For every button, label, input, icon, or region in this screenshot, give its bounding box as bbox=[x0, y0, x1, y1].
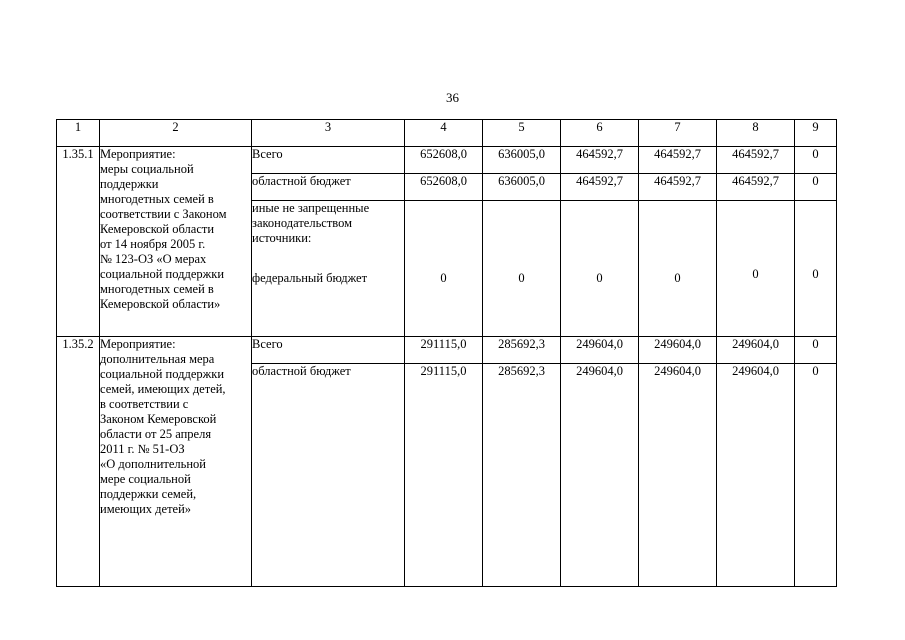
value-cell: 0 bbox=[795, 174, 837, 201]
value-text: 0 bbox=[812, 267, 819, 281]
value-text: 0 bbox=[752, 267, 759, 281]
value-cell: 291115,0 bbox=[405, 364, 483, 587]
description-line: № 123-ОЗ «О мерах bbox=[100, 252, 207, 266]
description-line: социальной поддержки bbox=[100, 367, 225, 381]
value-cell: 249604,0 bbox=[639, 364, 717, 587]
value-text: 0 bbox=[674, 271, 681, 285]
column-header: 9 bbox=[795, 120, 837, 147]
column-header: 1 bbox=[57, 120, 100, 147]
column-header: 6 bbox=[561, 120, 639, 147]
value-cell: 249604,0 bbox=[717, 337, 795, 364]
value-cell bbox=[795, 201, 837, 337]
value-cell bbox=[639, 201, 717, 337]
item-code: 1.35.1 bbox=[57, 147, 100, 337]
value-cell: 249604,0 bbox=[561, 337, 639, 364]
value-cell: 464592,7 bbox=[717, 147, 795, 174]
value-cell: 0 bbox=[795, 337, 837, 364]
description-line: соответствии с Законом bbox=[100, 207, 227, 221]
column-header: 2 bbox=[100, 120, 252, 147]
value-cell: 249604,0 bbox=[561, 364, 639, 587]
budget-table bbox=[56, 119, 837, 587]
value-cell: 285692,3 bbox=[483, 364, 561, 587]
value-text: 0 bbox=[596, 271, 603, 285]
value-cell: 291115,0 bbox=[405, 337, 483, 364]
description-line: многодетных семей в bbox=[100, 192, 214, 206]
value-cell bbox=[405, 201, 483, 337]
table-row bbox=[57, 147, 837, 174]
value-cell: 464592,7 bbox=[717, 174, 795, 201]
description-line: Кемеровской области» bbox=[100, 297, 221, 311]
source-note-line: законодательством bbox=[252, 216, 353, 230]
description-line: от 14 ноября 2005 г. bbox=[100, 237, 206, 251]
column-number-row bbox=[57, 120, 837, 147]
description-line: в соответствии с bbox=[100, 397, 189, 411]
description-line: мере социальной bbox=[100, 472, 191, 486]
value-text: 0 bbox=[518, 271, 525, 285]
description-line: семей, имеющих детей, bbox=[100, 382, 226, 396]
value-cell: 0 bbox=[795, 364, 837, 587]
source-note-line: иные не запрещенные bbox=[252, 201, 370, 215]
description-line: 2011 г. № 51-ОЗ bbox=[100, 442, 185, 456]
description-line: имеющих детей» bbox=[100, 502, 192, 516]
description-line: «О дополнительной bbox=[100, 457, 206, 471]
column-header: 8 bbox=[717, 120, 795, 147]
item-description bbox=[100, 147, 252, 337]
federal-budget-label: федеральный бюджет bbox=[252, 271, 368, 285]
value-cell: 636005,0 bbox=[483, 147, 561, 174]
value-cell: 249604,0 bbox=[639, 337, 717, 364]
funding-source: областной бюджет bbox=[252, 174, 405, 201]
source-note-line: источники: bbox=[252, 231, 312, 245]
description-line: области от 25 апреля bbox=[100, 427, 212, 441]
description-line: Законом Кемеровской bbox=[100, 412, 217, 426]
value-cell: 636005,0 bbox=[483, 174, 561, 201]
column-header: 4 bbox=[405, 120, 483, 147]
funding-source: Всего bbox=[252, 147, 405, 174]
description-line: меры социальной bbox=[100, 162, 194, 176]
column-header: 7 bbox=[639, 120, 717, 147]
description-line: поддержки bbox=[100, 177, 159, 191]
description-line: Мероприятие: bbox=[100, 147, 176, 161]
item-description bbox=[100, 337, 252, 587]
value-cell: 0 bbox=[795, 147, 837, 174]
page-number: 36 bbox=[446, 90, 459, 105]
value-cell: 652608,0 bbox=[405, 147, 483, 174]
description-line: многодетных семей в bbox=[100, 282, 214, 296]
funding-source bbox=[252, 201, 405, 337]
value-cell bbox=[483, 201, 561, 337]
value-cell: 464592,7 bbox=[561, 174, 639, 201]
description-line: Мероприятие: bbox=[100, 337, 176, 351]
value-cell: 464592,7 bbox=[639, 174, 717, 201]
value-text: 0 bbox=[440, 271, 447, 285]
item-code: 1.35.2 bbox=[57, 337, 100, 587]
description-line: поддержки семей, bbox=[100, 487, 197, 501]
value-cell: 285692,3 bbox=[483, 337, 561, 364]
description-line: дополнительная мера bbox=[100, 352, 215, 366]
value-cell: 249604,0 bbox=[717, 364, 795, 587]
column-header: 5 bbox=[483, 120, 561, 147]
description-line: социальной поддержки bbox=[100, 267, 225, 281]
funding-source: Всего bbox=[252, 337, 405, 364]
value-cell bbox=[561, 201, 639, 337]
funding-source: областной бюджет bbox=[252, 364, 405, 587]
column-header: 3 bbox=[252, 120, 405, 147]
value-cell bbox=[717, 201, 795, 337]
table-row bbox=[57, 337, 837, 364]
value-cell: 652608,0 bbox=[405, 174, 483, 201]
value-cell: 464592,7 bbox=[639, 147, 717, 174]
description-line: Кемеровской области bbox=[100, 222, 215, 236]
value-cell: 464592,7 bbox=[561, 147, 639, 174]
